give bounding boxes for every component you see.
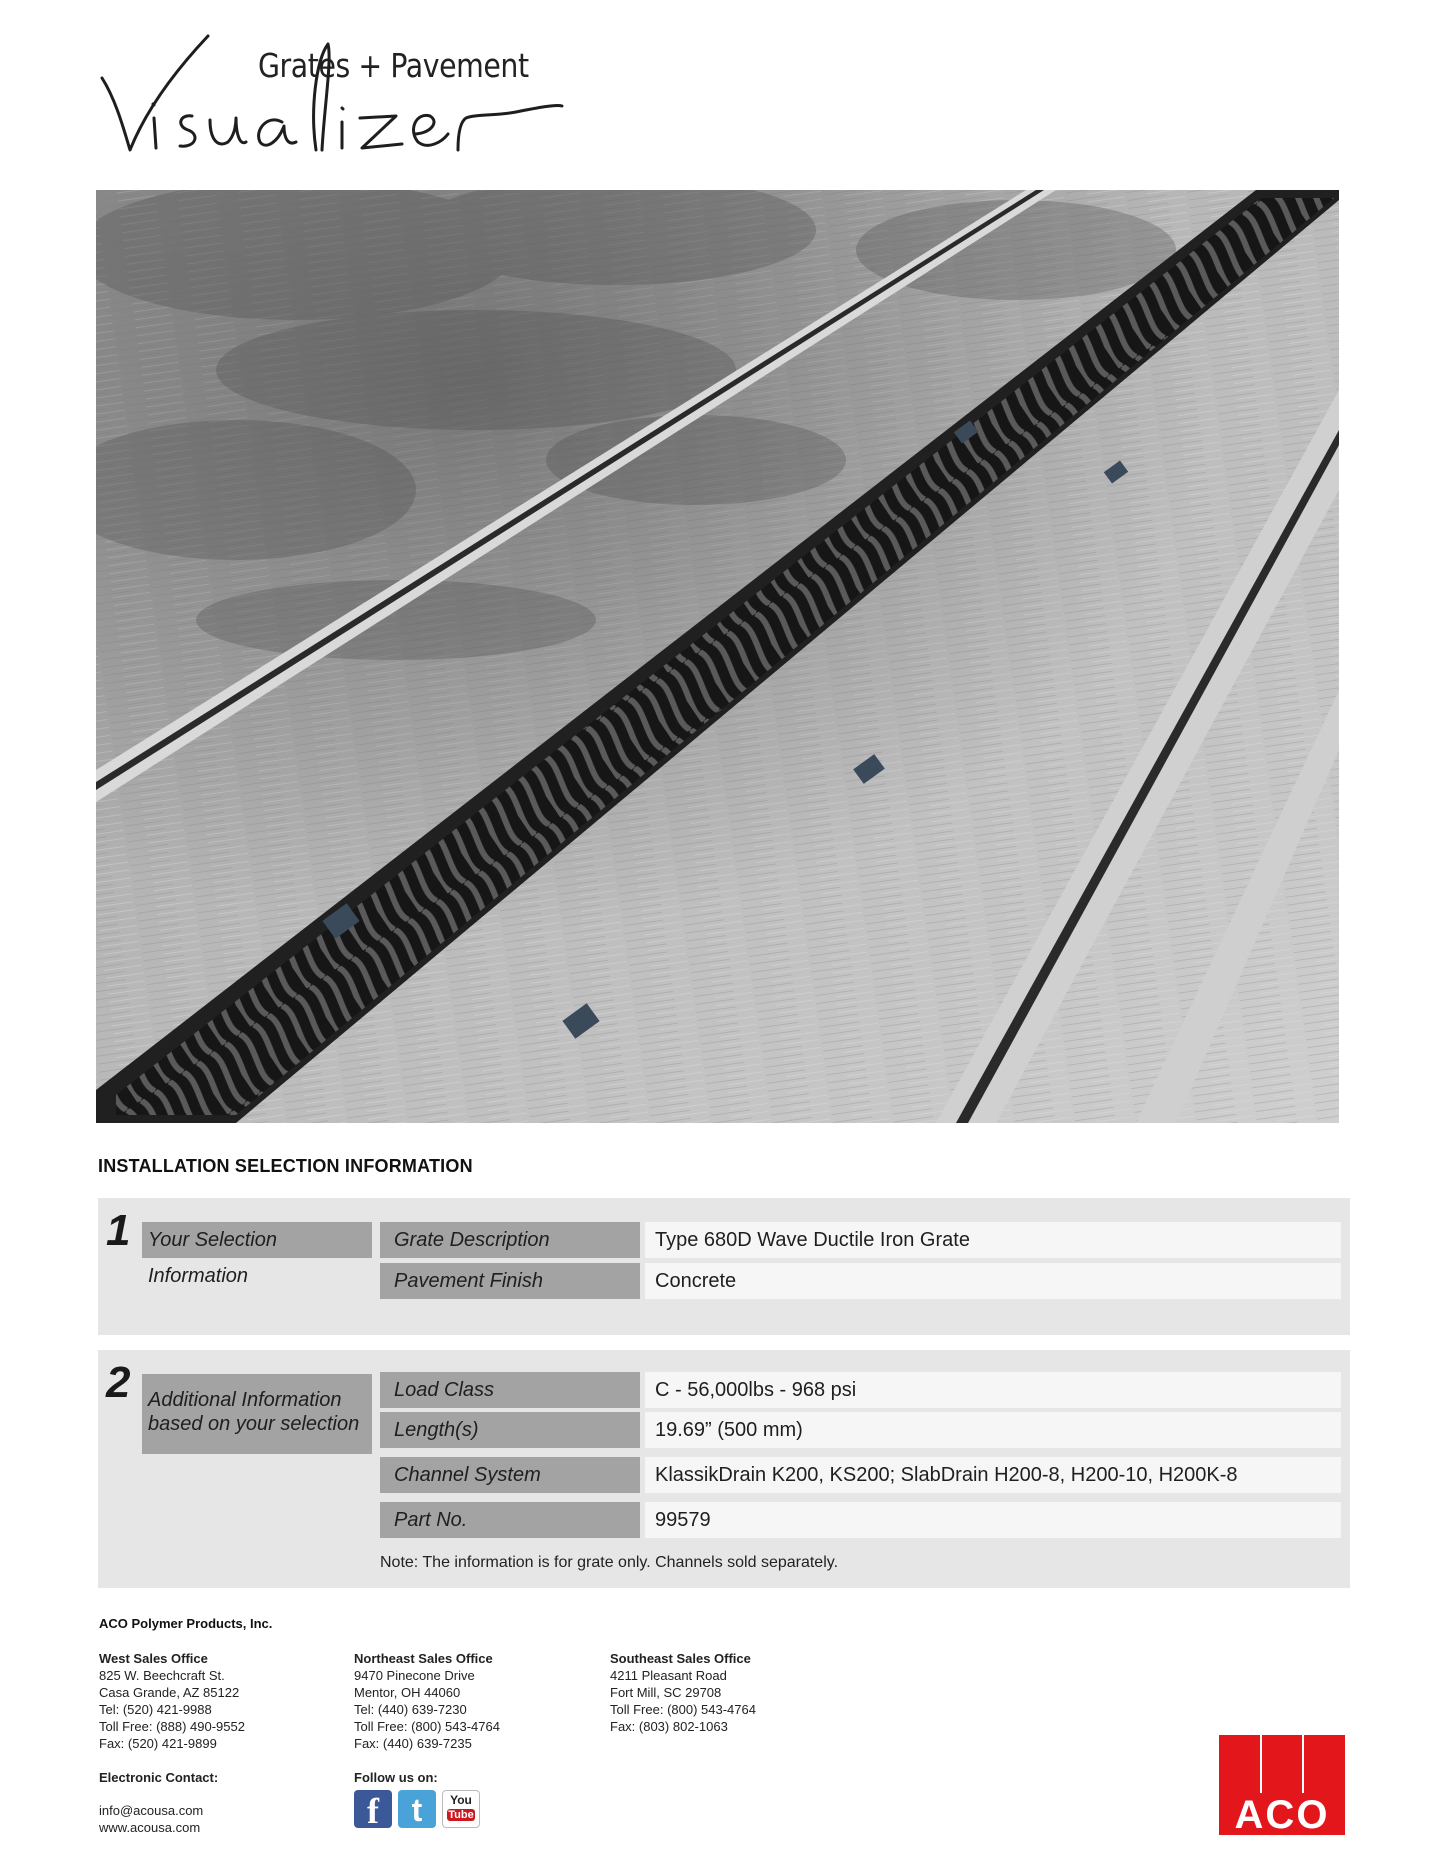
lengths-value: 19.69” (500 mm) <box>645 1412 1341 1448</box>
section-heading: INSTALLATION SELECTION INFORMATION <box>98 1156 473 1176</box>
panel-2-label-line2: based on your selection <box>148 1413 360 1435</box>
social-links <box>354 1790 480 1831</box>
grate-description-value: Type 680D Wave Ductile Iron Grate <box>645 1222 1341 1258</box>
twitter-icon[interactable] <box>398 1790 436 1828</box>
west-sales-office <box>99 1650 245 1752</box>
aco-brand-logo <box>1219 1735 1345 1835</box>
southeast-office-title: Southeast Sales Office <box>610 1651 751 1666</box>
visualizer-script-logo <box>96 30 566 170</box>
panel-2-label-line1: Additional Information <box>148 1389 342 1411</box>
youtube-glyph-top: You <box>450 1793 472 1807</box>
hero-photo-wave-grate-in-concrete <box>96 190 1339 1123</box>
northeast-office-line: Tel: (440) 639-7230 <box>354 1702 467 1717</box>
west-office-title: West Sales Office <box>99 1651 208 1666</box>
west-office-line: Casa Grande, AZ 85122 <box>99 1685 240 1700</box>
twitter-glyph: t <box>411 1792 423 1828</box>
grate-illustration <box>96 190 1339 1123</box>
youtube-glyph-bottom: Tube <box>448 1809 474 1821</box>
facebook-icon[interactable] <box>354 1790 392 1831</box>
part-number-label: Part No. <box>380 1502 640 1538</box>
logo-subtitle: Grates + Pavement <box>258 46 529 85</box>
grate-description-label: Grate Description <box>380 1222 640 1258</box>
selection-panel-1 <box>98 1198 1350 1335</box>
panel-2-label <box>142 1374 372 1454</box>
southeast-office-line: Fort Mill, SC 29708 <box>610 1685 722 1700</box>
company-name: ACO Polymer Products, Inc. <box>99 1616 273 1631</box>
step-number-1: 1 <box>106 1206 131 1255</box>
northeast-office-line: Fax: (440) 639-7235 <box>354 1736 472 1751</box>
northeast-office-line: Mentor, OH 44060 <box>354 1685 461 1700</box>
step-number-2: 2 <box>106 1358 131 1407</box>
lengths-label: Length(s) <box>380 1412 640 1448</box>
load-class-label: Load Class <box>380 1372 640 1408</box>
northeast-office-line: Toll Free: (800) 543-4764 <box>354 1719 500 1734</box>
follow-us <box>354 1769 438 1786</box>
facebook-glyph: f <box>367 1791 379 1831</box>
panel-1-label: Your Selection Information <box>142 1222 372 1258</box>
pavement-finish-label: Pavement Finish <box>380 1263 640 1299</box>
electronic-contact <box>99 1769 218 1836</box>
aco-brand-text: ACO <box>1234 1793 1330 1835</box>
northeast-office-title: Northeast Sales Office <box>354 1651 493 1666</box>
pavement-finish-value: Concrete <box>645 1263 1341 1299</box>
southeast-office-line: Fax: (803) 802-1063 <box>610 1719 728 1734</box>
southeast-office-line: 4211 Pleasant Road <box>610 1668 727 1683</box>
youtube-icon[interactable] <box>442 1790 480 1828</box>
southeast-sales-office <box>610 1650 756 1735</box>
channel-system-label: Channel System <box>380 1457 640 1493</box>
southeast-office-line: Toll Free: (800) 543-4764 <box>610 1702 756 1717</box>
website-link[interactable]: www.acousa.com <box>99 1820 201 1835</box>
part-number-value: 99579 <box>645 1502 1341 1538</box>
west-office-line: 825 W. Beechcraft St. <box>99 1668 225 1683</box>
email-link[interactable]: info@acousa.com <box>99 1803 204 1818</box>
channel-system-value: KlassikDrain K200, KS200; SlabDrain H200-8, H200-10, H200K-8 <box>645 1457 1341 1493</box>
selection-panel-2 <box>98 1350 1350 1588</box>
grate-only-note: Note: The information is for grate only. Channels sold separately. <box>380 1554 839 1571</box>
electronic-contact-title: Electronic Contact: <box>99 1770 219 1785</box>
northeast-sales-office <box>354 1650 500 1752</box>
west-office-line: Toll Free: (888) 490-9552 <box>99 1719 245 1734</box>
follow-us-title: Follow us on: <box>354 1770 438 1785</box>
northeast-office-line: 9470 Pinecone Drive <box>354 1668 475 1683</box>
load-class-value: C - 56,000lbs - 968 psi <box>645 1372 1341 1408</box>
west-office-line: Fax: (520) 421-9899 <box>99 1736 217 1751</box>
west-office-line: Tel: (520) 421-9988 <box>99 1702 212 1717</box>
